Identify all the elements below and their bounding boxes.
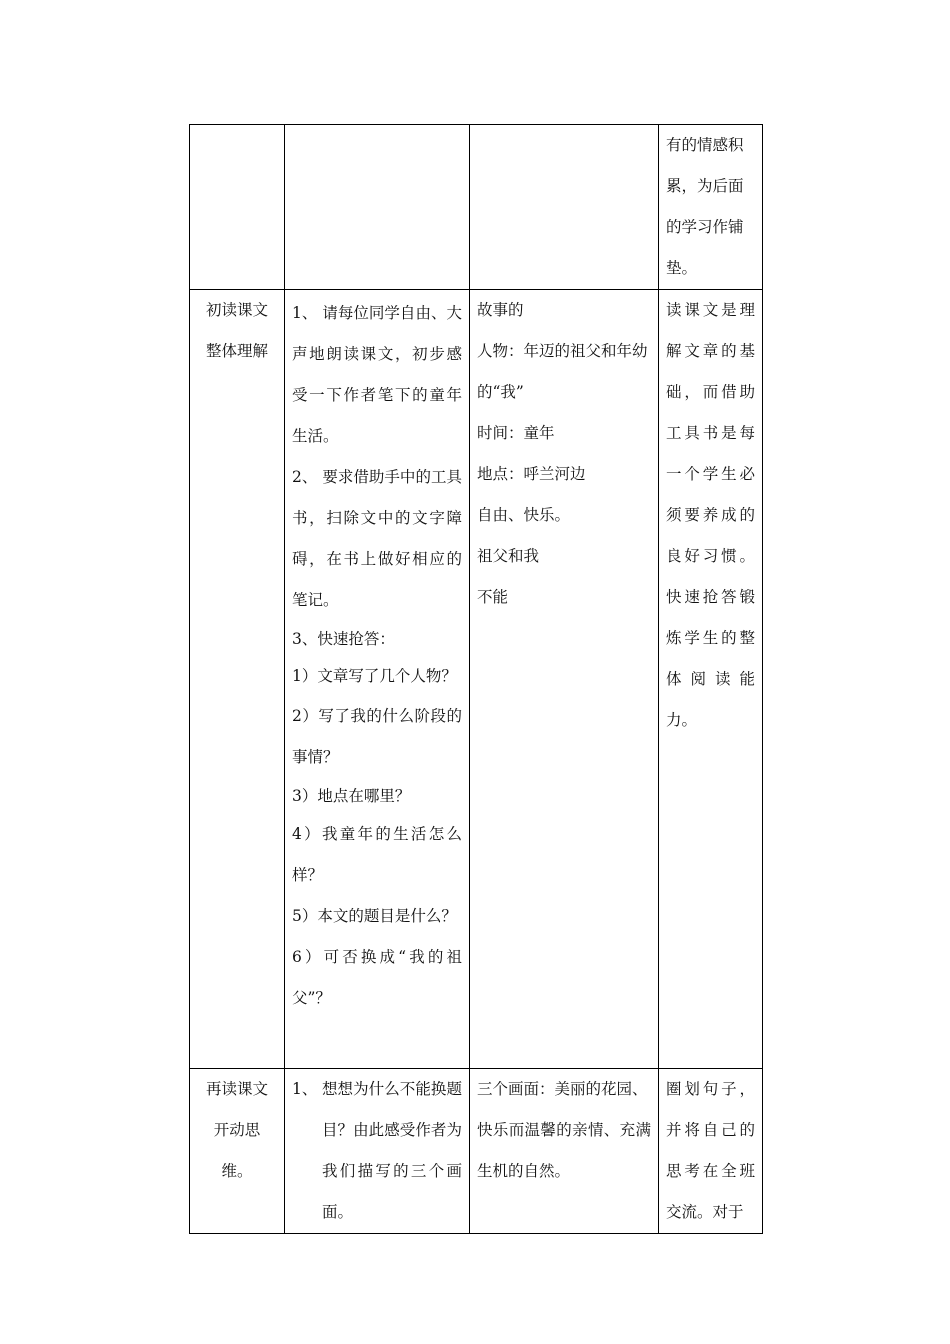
question-item: 2）写了我的什么阶段的事情？	[292, 706, 462, 766]
stage-line: 开动思	[213, 1121, 261, 1139]
table-cell-empty	[285, 125, 470, 290]
table-cell-empty	[190, 125, 285, 290]
table-cell-stage	[190, 1069, 285, 1234]
intent-text: 读课文是理解文章的基础，而借助工具书是每一个学生必须要养成的良好习惯。快速抢答锻炼学生的整体阅读能力。	[666, 301, 755, 729]
answer-line: 三个画面：美丽的花园、	[477, 1080, 648, 1098]
activity-paragraph	[292, 1069, 462, 1233]
activity-text: 想想为什么不能换题目？由此感受作者为我们描写的三个画面。	[322, 1080, 462, 1221]
answer-line: 时间：童年	[477, 424, 555, 442]
question-item: 6）可否换成“我的祖父”？	[292, 947, 462, 1007]
table-cell-design-intent	[659, 290, 763, 1069]
answer-line: 不能	[477, 588, 509, 606]
lesson-plan-table	[189, 124, 763, 1234]
table-row	[190, 125, 763, 290]
item-number: 1、	[292, 1080, 318, 1098]
table-cell-design-intent	[659, 125, 763, 290]
cell-line: 有的情感积	[666, 136, 744, 154]
question-item: 3）地点在哪里？	[292, 786, 411, 805]
answer-line: 快乐而温馨的亲情、充满生机的自然。	[477, 1121, 651, 1180]
table-cell-teacher-activity	[285, 1069, 470, 1234]
table-cell-student-activity	[470, 290, 659, 1069]
stage-line: 初读课文	[205, 301, 268, 319]
answer-line: 人物：年迈的祖父和年幼的“我”	[477, 342, 648, 401]
answer-line: 自由、快乐。	[477, 506, 571, 524]
stage-line: 维。	[221, 1162, 253, 1180]
intent-text: 圈划句子，并将自己的思考在全班交流。对于	[666, 1080, 755, 1221]
activity-paragraph: 3、快速抢答：	[292, 630, 395, 648]
table-cell-design-intent	[659, 1069, 763, 1234]
answer-line: 地点：呼兰河边	[477, 465, 586, 483]
table-cell-empty	[470, 125, 659, 290]
table-cell-teacher-activity	[285, 290, 470, 1069]
table-row	[190, 1069, 763, 1234]
cell-line: 垫。	[666, 259, 698, 277]
cell-line: 的学习作铺	[666, 218, 744, 236]
question-item: 1）文章写了几个人物？	[292, 667, 457, 685]
table-row	[190, 290, 763, 1069]
cell-line: 累，为后面	[666, 177, 744, 195]
activity-paragraph: 2、 要求借助手中的工具书，扫除文中的文字障碍，在书上做好相应的笔记。	[292, 468, 462, 609]
activity-paragraph: 1、 请每位同学自由、大声地朗读课文，初步感受一下作者笔下的童年生活。	[292, 304, 462, 445]
question-item: 4）我童年的生活怎么样？	[292, 824, 462, 884]
answer-line: 祖父和我	[477, 547, 540, 565]
table-cell-stage	[190, 290, 285, 1069]
stage-line: 再读课文	[205, 1080, 268, 1098]
table-cell-student-activity	[470, 1069, 659, 1234]
stage-line: 整体理解	[205, 342, 268, 360]
question-item: 5）本文的题目是什么？	[292, 906, 457, 925]
answer-line: 故事的	[477, 301, 524, 319]
